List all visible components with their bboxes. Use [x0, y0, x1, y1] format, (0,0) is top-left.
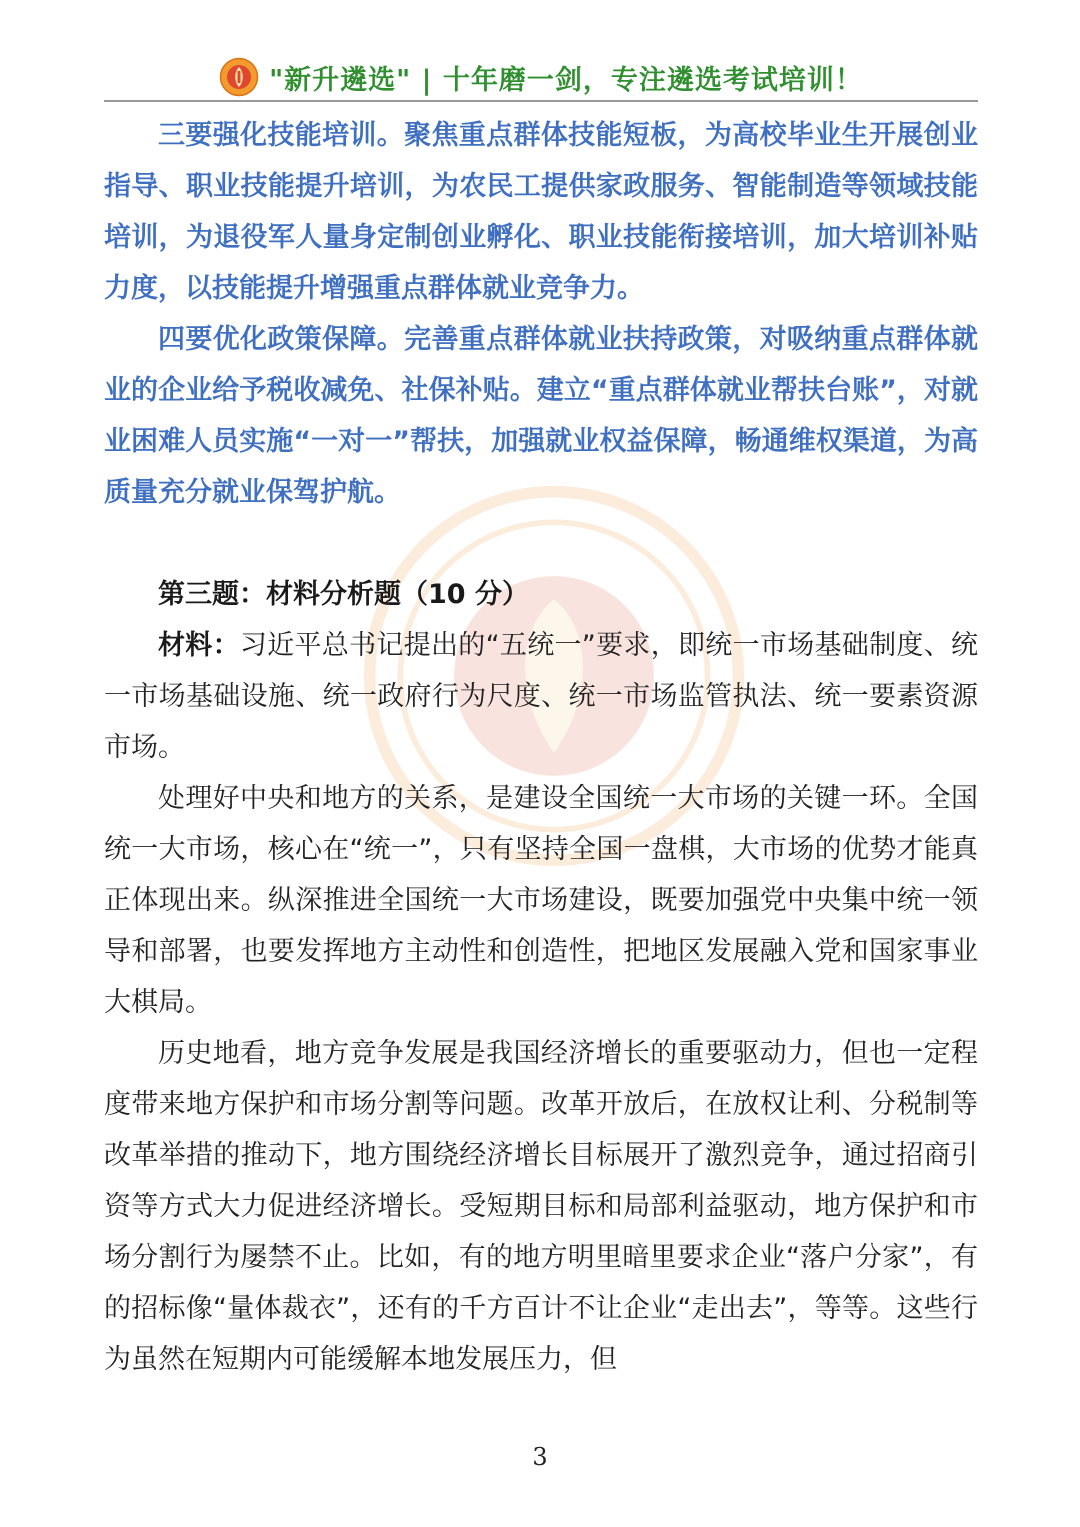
paragraph-central-local: 处理好中央和地方的关系，是建设全国统一大市场的关键一环。全国统一大市场，核心在“统一”，只有坚持全国一盘棋，大市场的优势才能真正体现出来。纵深推进全国统一大市场建设，既要加强党中央集中统一领导和部署，也要发挥地方主动性和创造性，把地区发展融入党和国家事业大棋局。 [104, 783, 978, 1018]
paragraph-skill-training: 三要强化技能培训。聚焦重点群体技能短板，为高校毕业生开展创业指导、职业技能提升培训，为农民工提供家政服务、智能制造等领域技能培训，为退役军人量身定制创业孵化、职业技能衔接培训，加大培训补贴力度，以技能提升增强重点群体就业竞争力。 [104, 120, 978, 304]
question-title: 第三题：材料分析题（10 分） [158, 579, 529, 610]
page-header [104, 54, 978, 102]
page-number: 3 [532, 1443, 548, 1471]
paragraph-policy-support: 四要优化政策保障。完善重点群体就业扶持政策，对吸纳重点群体就业的企业给予税收减免、社保补贴。建立“重点群体就业帮扶台账”，对就业困难人员实施“一对一”帮扶，加强就业权益保障，畅通维权渠道，为高质量充分就业保驾护航。 [104, 324, 978, 508]
material-label: 材料： [158, 630, 240, 661]
paragraph-history: 历史地看，地方竞争发展是我国经济增长的重要驱动力，但也一定程度带来地方保护和市场分割等问题。改革开放后，在放权让利、分税制等改革举措的推动下，地方围绕经济增长目标展开了激烈竞争，通过招商引资等方式大力促进经济增长。受短期目标和局部利益驱动，地方保护和市场分割行为屡禁不止。比如，有的地方明里暗里要求企业“落户分家”，有的招标像“量体裁衣”，还有的千方百计不让企业“走出去”，等等。这些行为虽然在短期内可能缓解本地发展压力，但 [104, 1038, 978, 1375]
document-body [104, 110, 978, 1385]
material-text: 习近平总书记提出的“五统一”要求，即统一市场基础制度、统一市场基础设施、统一政府行为尺度、统一市场监管执法、统一要素资源市场。 [104, 630, 978, 763]
spacer [104, 518, 978, 569]
header-title: "新升遴选" | 十年磨一剑，专注遴选考试培训！ [269, 64, 863, 96]
material-paragraph [104, 620, 978, 773]
logo-icon [219, 57, 259, 97]
